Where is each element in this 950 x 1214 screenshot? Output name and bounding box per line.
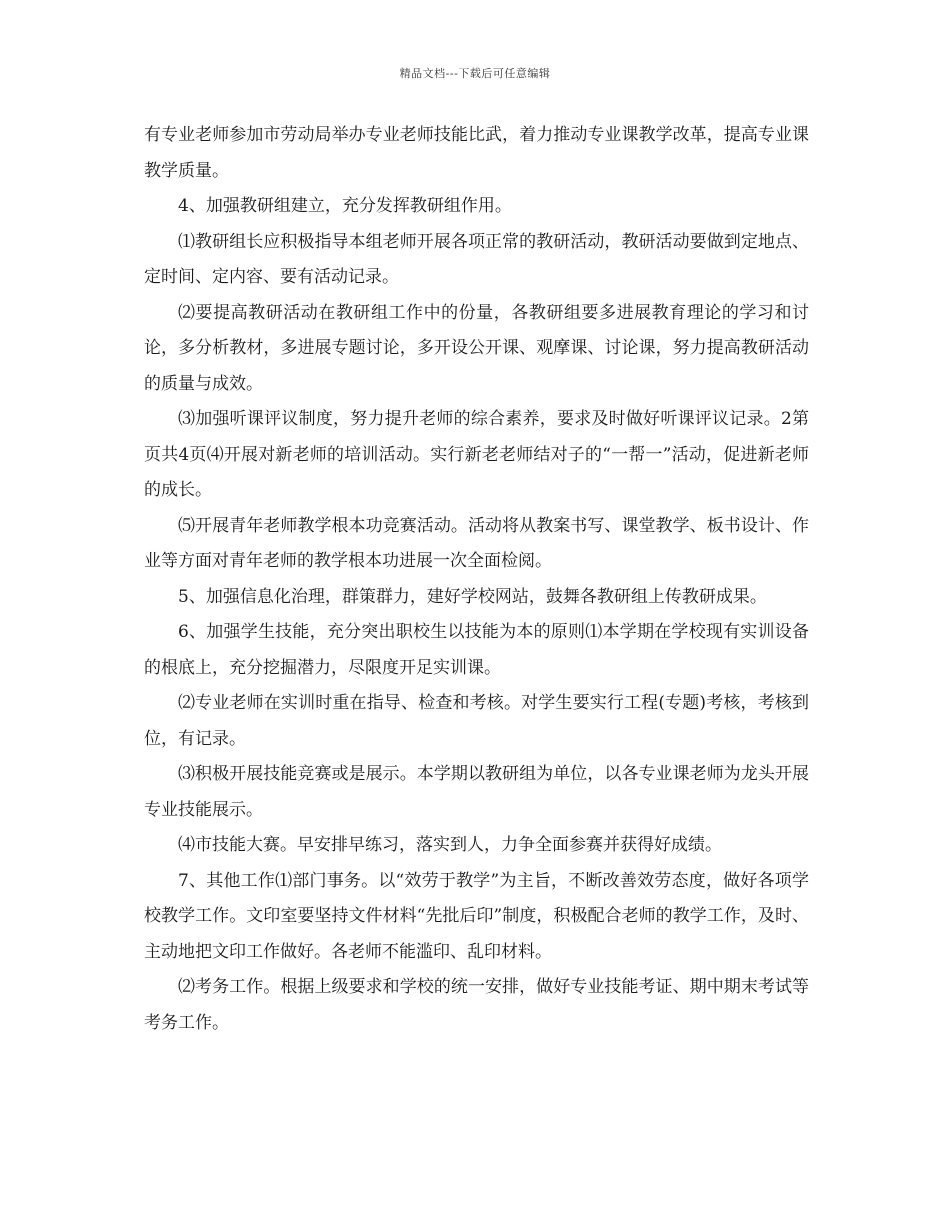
paragraph-item-4-3: ⑶加强听课评议制度，努力提升老师的综合素养，要求及时做好听课评议记录。2第页共4页⑷开展对新老师的培训活动。实行新老老师结对子的“一帮一”活动，促进新老师的成长。: [144, 409, 809, 500]
paragraph-item-4: 4、加强教研组建立，充分发挥教研组作用。: [178, 196, 512, 216]
paragraph-item-6-2: ⑵专业老师在实训时重在指导、检查和考核。对学生要实行工程(专题)考核，考核到位，有记录。: [144, 693, 809, 749]
paragraph-item-4-1: ⑴教研组长应积极指导本组老师开展各项正常的教研活动，教研活动要做到定地点、定时间、定内容、要有活动记录。: [144, 231, 809, 287]
document-body: [144, 118, 809, 1041]
paragraph-item-5: 5、加强信息化治理，群策群力，建好学校网站，鼓舞各教研组上传教研成果。: [178, 586, 767, 607]
paragraph-continuation: 有专业老师参加市劳动局举办专业老师技能比武，着力推动专业课教学改革，提高专业课教学质量。: [144, 125, 809, 181]
paragraph-item-4-2: ⑵要提高教研活动在教研组工作中的份量，各教研组要多进展教育理论的学习和讨论，多分析教材，多进展专题讨论，多开设公开课、观摩课、讨论课，努力提高教研活动的质量与成效。: [144, 302, 809, 394]
paragraph-item-7-2: ⑵考务工作。根据上级要求和学校的统一安排，做好专业技能考证、期中期末考试等考务工作。: [144, 977, 809, 1033]
paragraph-item-6-4: ⑷市技能大赛。早安排早练习，落实到人，力争全面参赛并获得好成绩。: [178, 835, 722, 855]
page-header: 精品文档---下载后可任意编辑: [399, 67, 551, 80]
paragraph-item-7: 7、其他工作⑴部门事务。以“效劳于教学”为主旨，不断改善效劳态度，做好各项学校教学工作。文印室要坚持文件材料“先批后印”制度，积极配合老师的教学工作，及时、主动地把文印工作做好。各老师不能滥印、乱印材料。: [144, 870, 809, 962]
paragraph-item-4-5: ⑸开展青年老师教学根本功竞赛活动。活动将从教案书写、课堂教学、板书设计、作业等方面对青年老师的教学根本功进展一次全面检阅。: [144, 515, 809, 571]
paragraph-item-6-3: ⑶积极开展技能竞赛或是展示。本学期以教研组为单位，以各专业课老师为龙头开展专业技能展示。: [144, 764, 809, 820]
paragraph-item-6: 6、加强学生技能，充分突出职校生以技能为本的原则⑴本学期在学校现有实训设备的根底上，充分挖掘潜力，尽限度开足实训课。: [144, 622, 809, 678]
